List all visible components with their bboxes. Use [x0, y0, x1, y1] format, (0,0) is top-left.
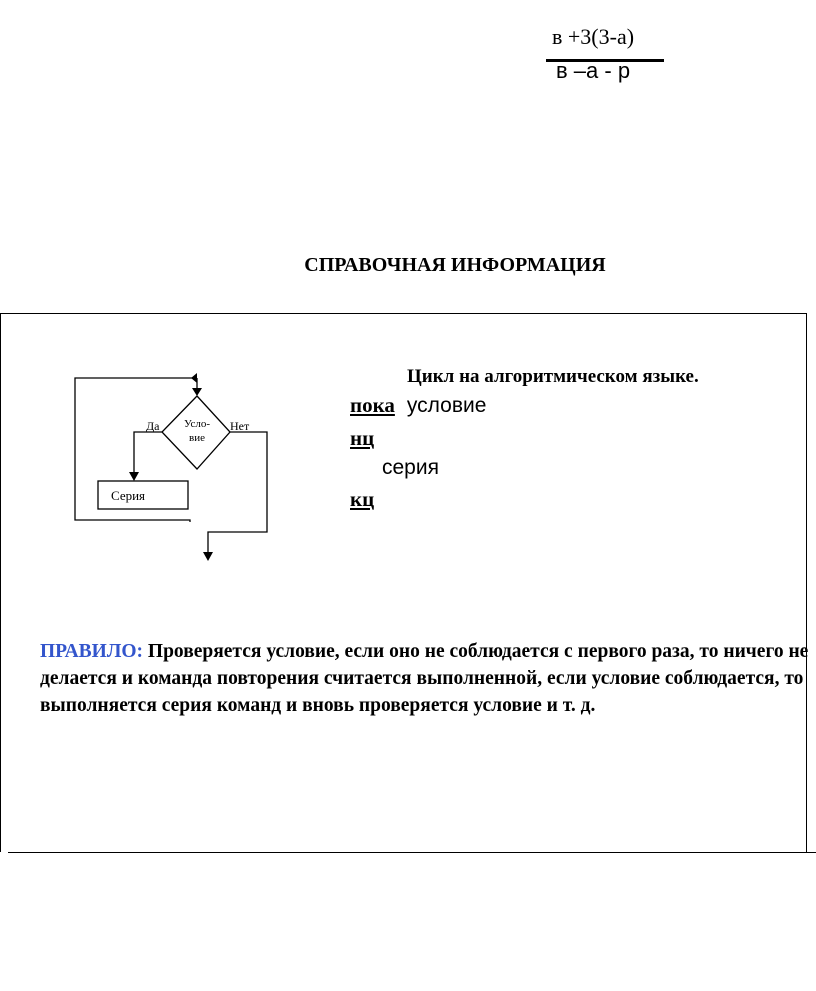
- exit-arrow-head: [203, 552, 213, 561]
- while-line: [350, 393, 486, 418]
- end-line: [350, 487, 374, 512]
- arrow-down-head: [192, 388, 202, 396]
- condition-label-line2: вие: [189, 432, 205, 444]
- while-loop-flowchart: [60, 360, 290, 570]
- yes-label: Да: [146, 419, 160, 433]
- series-word: серия: [382, 456, 439, 479]
- begin-line: [350, 426, 374, 451]
- no-branch-line: [208, 432, 267, 556]
- formula-denominator: в –а - р: [556, 58, 631, 83]
- while-keyword: пока: [350, 393, 395, 417]
- bottom-rule: [8, 852, 816, 853]
- condition-label-line1: Усло-: [183, 418, 211, 430]
- end-keyword: кц: [350, 487, 375, 511]
- info-frame-left-border: [0, 313, 1, 852]
- formula-numerator: в +3(3-а): [552, 24, 635, 49]
- loop-arrow-head: [191, 373, 197, 383]
- rule-text: Проверяется условие, если оно не соблюдается с первого раза, то ничего не делается и команда повторения считается выполненной, если условие соблюдается, то выполняется серия команд и вновь проверяется условие и т. д.: [40, 641, 809, 716]
- condition-word: условие: [406, 394, 487, 417]
- rule-label: ПРАВИЛО:: [40, 641, 144, 662]
- rule-paragraph: [40, 638, 810, 719]
- begin-keyword: нц: [350, 426, 375, 450]
- page-heading: СПРАВОЧНАЯ ИНФОРМАЦИЯ: [304, 254, 606, 276]
- no-label: Нет: [230, 419, 250, 433]
- algorithm-title: Цикл на алгоритмическом языке.: [407, 366, 699, 387]
- yes-branch-line: [134, 432, 162, 476]
- yes-arrow-head: [129, 472, 139, 481]
- series-box-label: Серия: [111, 488, 146, 503]
